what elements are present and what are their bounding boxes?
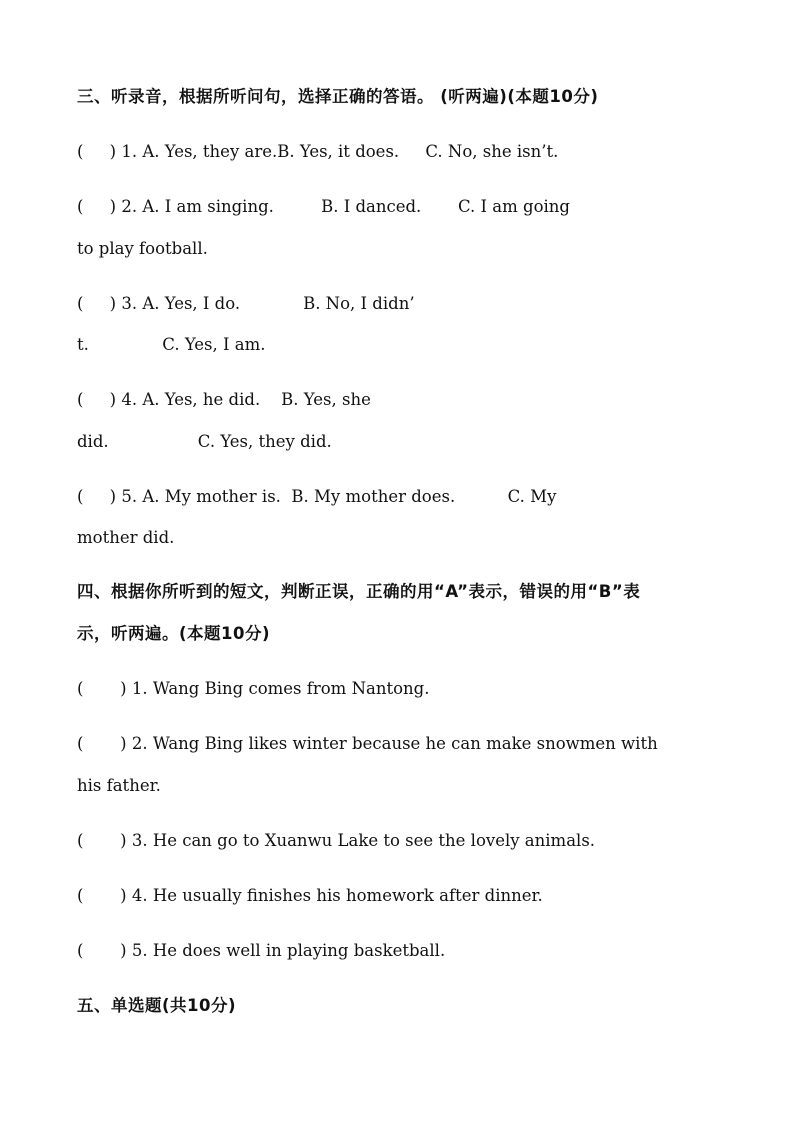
q4-5-line: ( ) 5. He does well in playing basketball. (77, 941, 446, 960)
q3-3-line: ( ) 3. A. Yes, I do. B. No, I didn’ (77, 294, 415, 313)
q3-3-continuation: t. C. Yes, I am. (77, 335, 266, 354)
q4-2-continuation: his father. (77, 776, 161, 795)
q3-2-continuation: to play football. (77, 239, 208, 258)
q3-5-continuation: mother did. (77, 528, 175, 547)
section-5-title: 五、单选题(共10分) (77, 996, 237, 1015)
q3-2-line: ( ) 2. A. I am singing. B. I danced. C. I am going (77, 197, 570, 216)
q3-4-continuation: did. C. Yes, they did. (77, 432, 332, 451)
section-4-title-line-2: 示，听两遍。(本题10分) (77, 624, 271, 643)
q4-1-line: ( ) 1. Wang Bing comes from Nantong. (77, 679, 430, 698)
q4-2-line: ( ) 2. Wang Bing likes winter because he can make snowmen with (77, 734, 658, 753)
q4-3-line: ( ) 3. He can go to Xuanwu Lake to see the lovely animals. (77, 831, 596, 850)
section-4-title-line-1: 四、根据你所听到的短文，判断正误，正确的用“A”表示，错误的用“B”表 (77, 582, 641, 601)
q3-5-line: ( ) 5. A. My mother is. B. My mother does. C. My (77, 487, 557, 506)
q4-4-line: ( ) 4. He usually finishes his homework after dinner. (77, 886, 543, 905)
q3-1-line: ( ) 1. A. Yes, they are.B. Yes, it does. C. No, she isn’t. (77, 142, 559, 161)
q3-4-line: ( ) 4. A. Yes, he did. B. Yes, she (77, 390, 371, 409)
section-3-title: 三、听录音，根据所听问句，选择正确的答语。 (听两遍)(本题10分) (77, 87, 599, 106)
